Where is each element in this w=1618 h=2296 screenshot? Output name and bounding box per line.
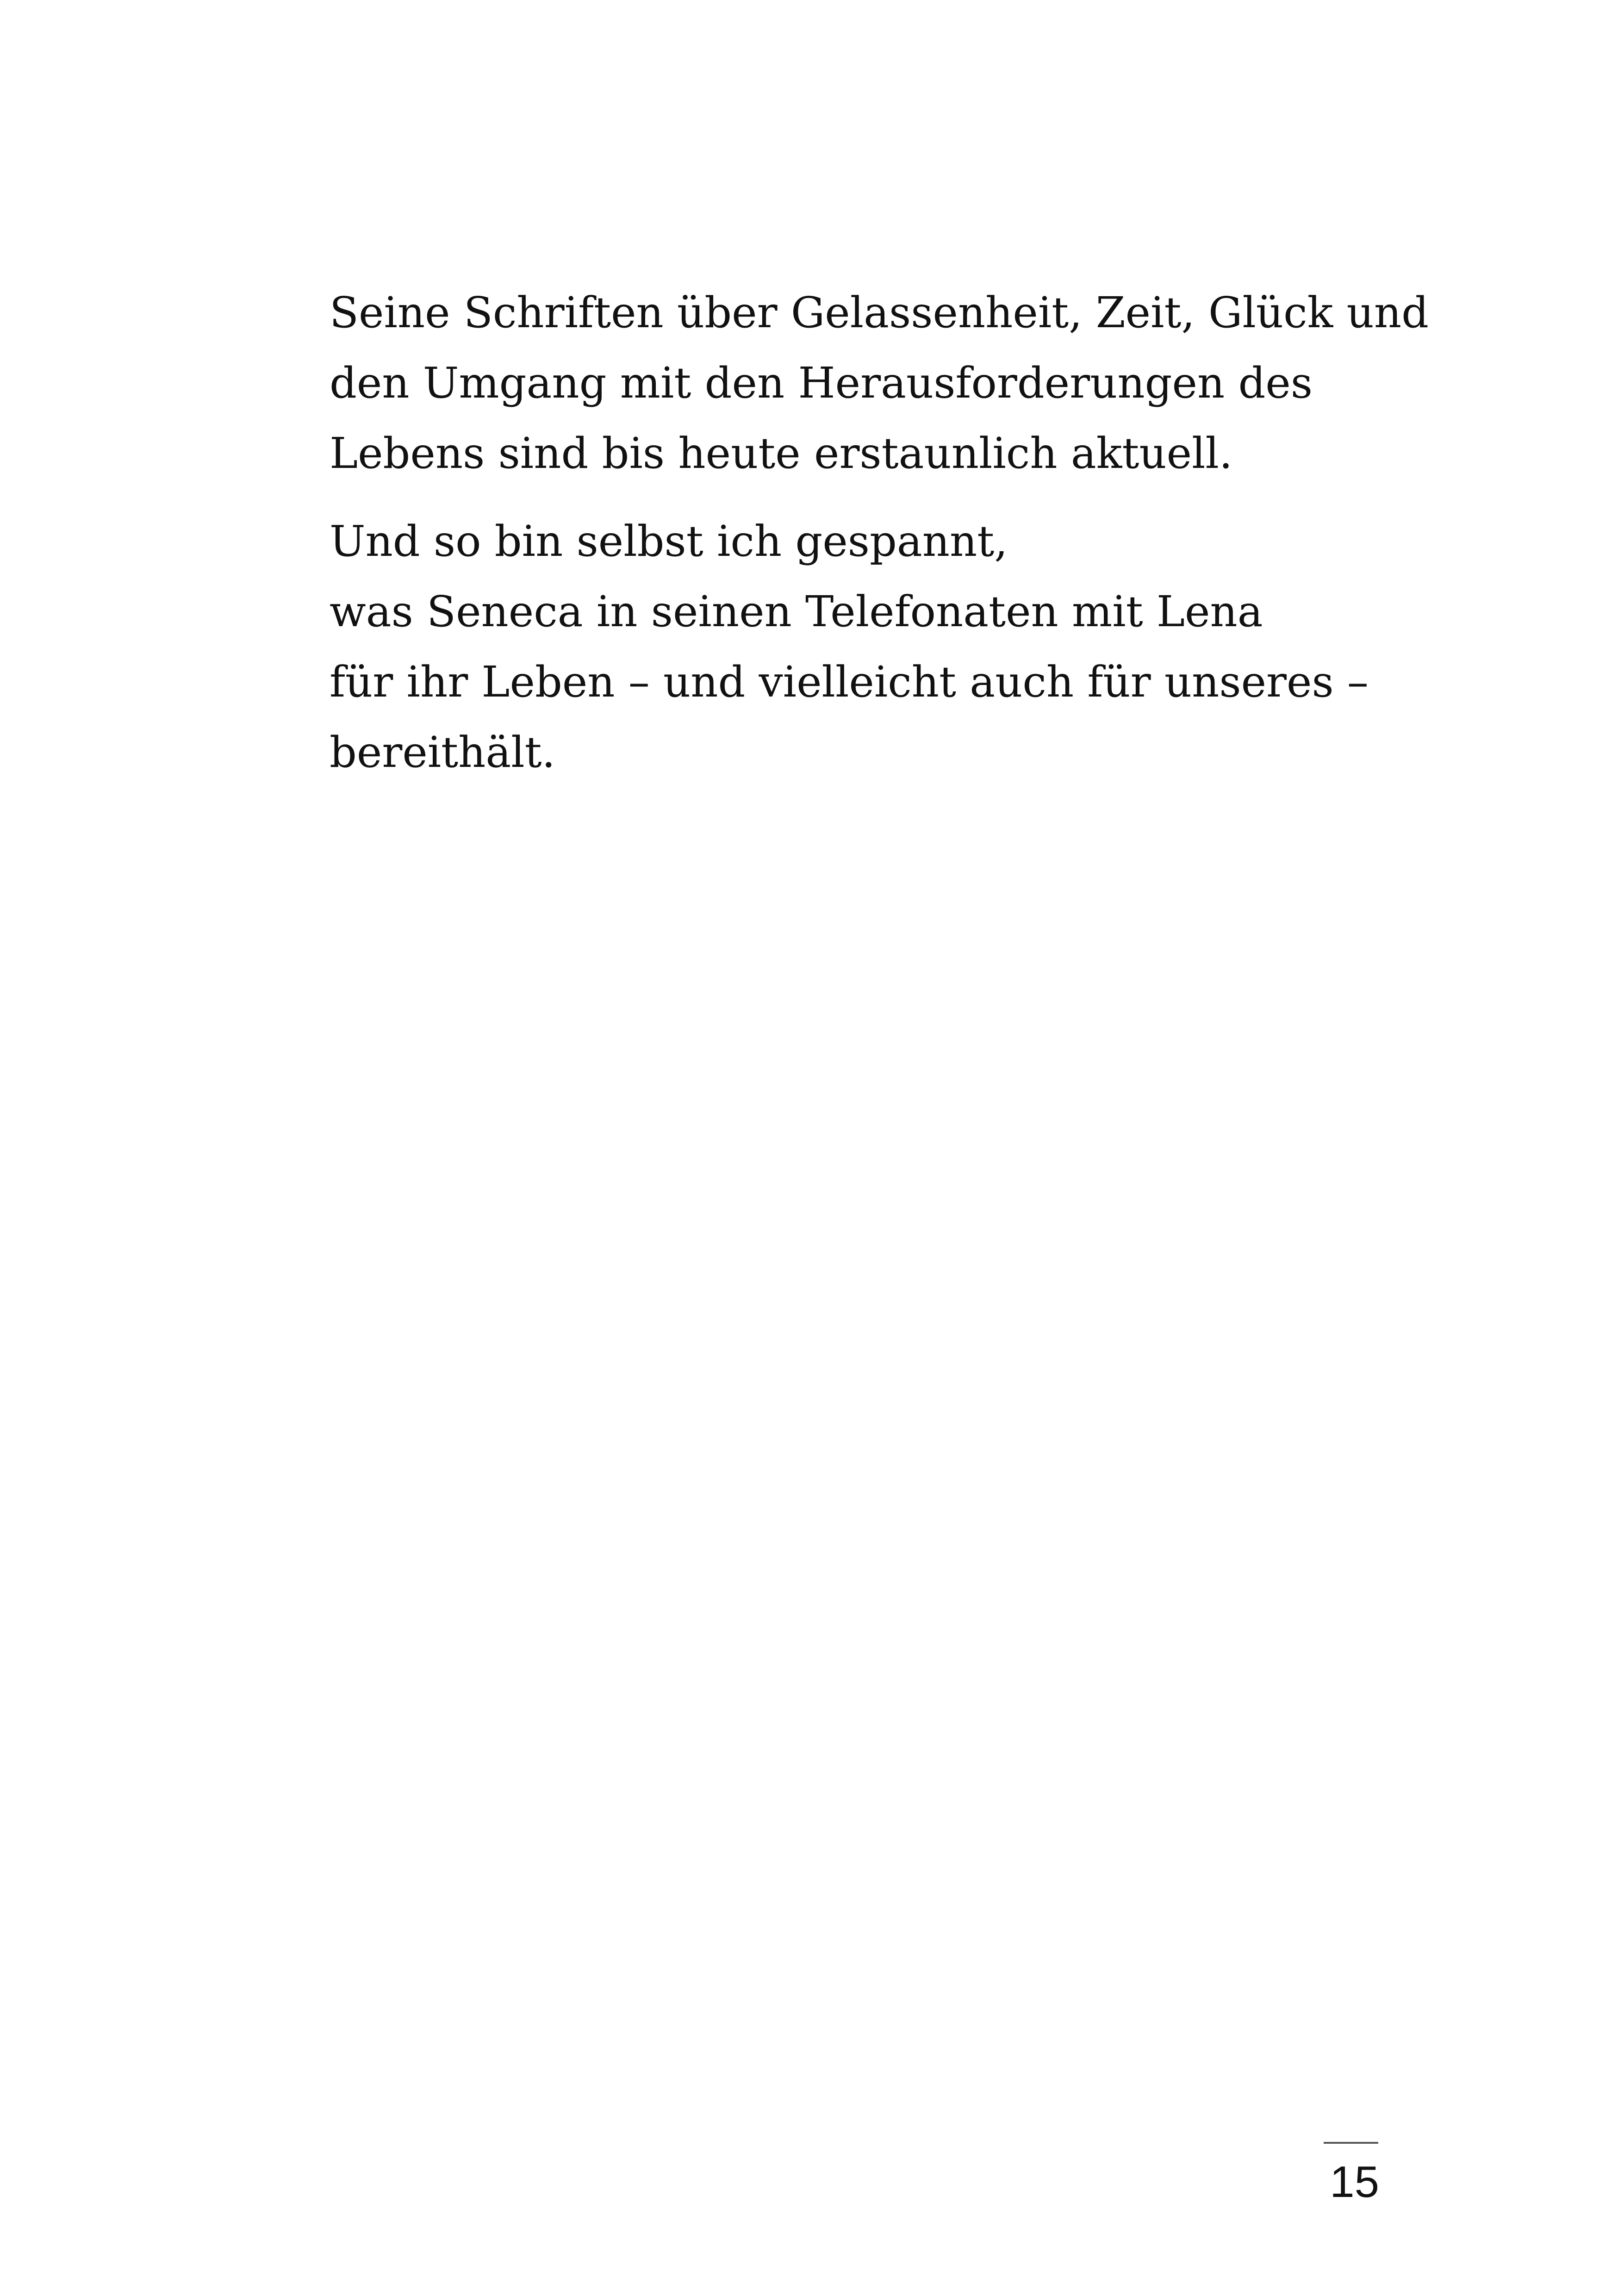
paragraph-line: für ihr Leben – und vielleicht auch für unseres – bbox=[330, 657, 1369, 707]
paragraph-line: Und so bin selbst ich gespannt, bbox=[330, 516, 1008, 566]
body-text bbox=[330, 278, 1431, 788]
paragraph-1 bbox=[330, 278, 1431, 489]
paragraph-line: den Umgang mit den Herausforderungen des bbox=[330, 358, 1313, 408]
paragraph-line: was Seneca in seinen Telefonaten mit Lena bbox=[330, 587, 1263, 636]
paragraph-2 bbox=[330, 506, 1431, 788]
footer-rule bbox=[1324, 2142, 1378, 2144]
paragraph-line: Lebens sind bis heute erstaunlich aktuell. bbox=[330, 429, 1233, 478]
paragraph-line: bereithält. bbox=[330, 728, 555, 777]
paragraph-line: Seine Schriften über Gelassenheit, Zeit, Glück und bbox=[330, 288, 1429, 337]
page-number: 15 bbox=[1330, 2157, 1379, 2207]
